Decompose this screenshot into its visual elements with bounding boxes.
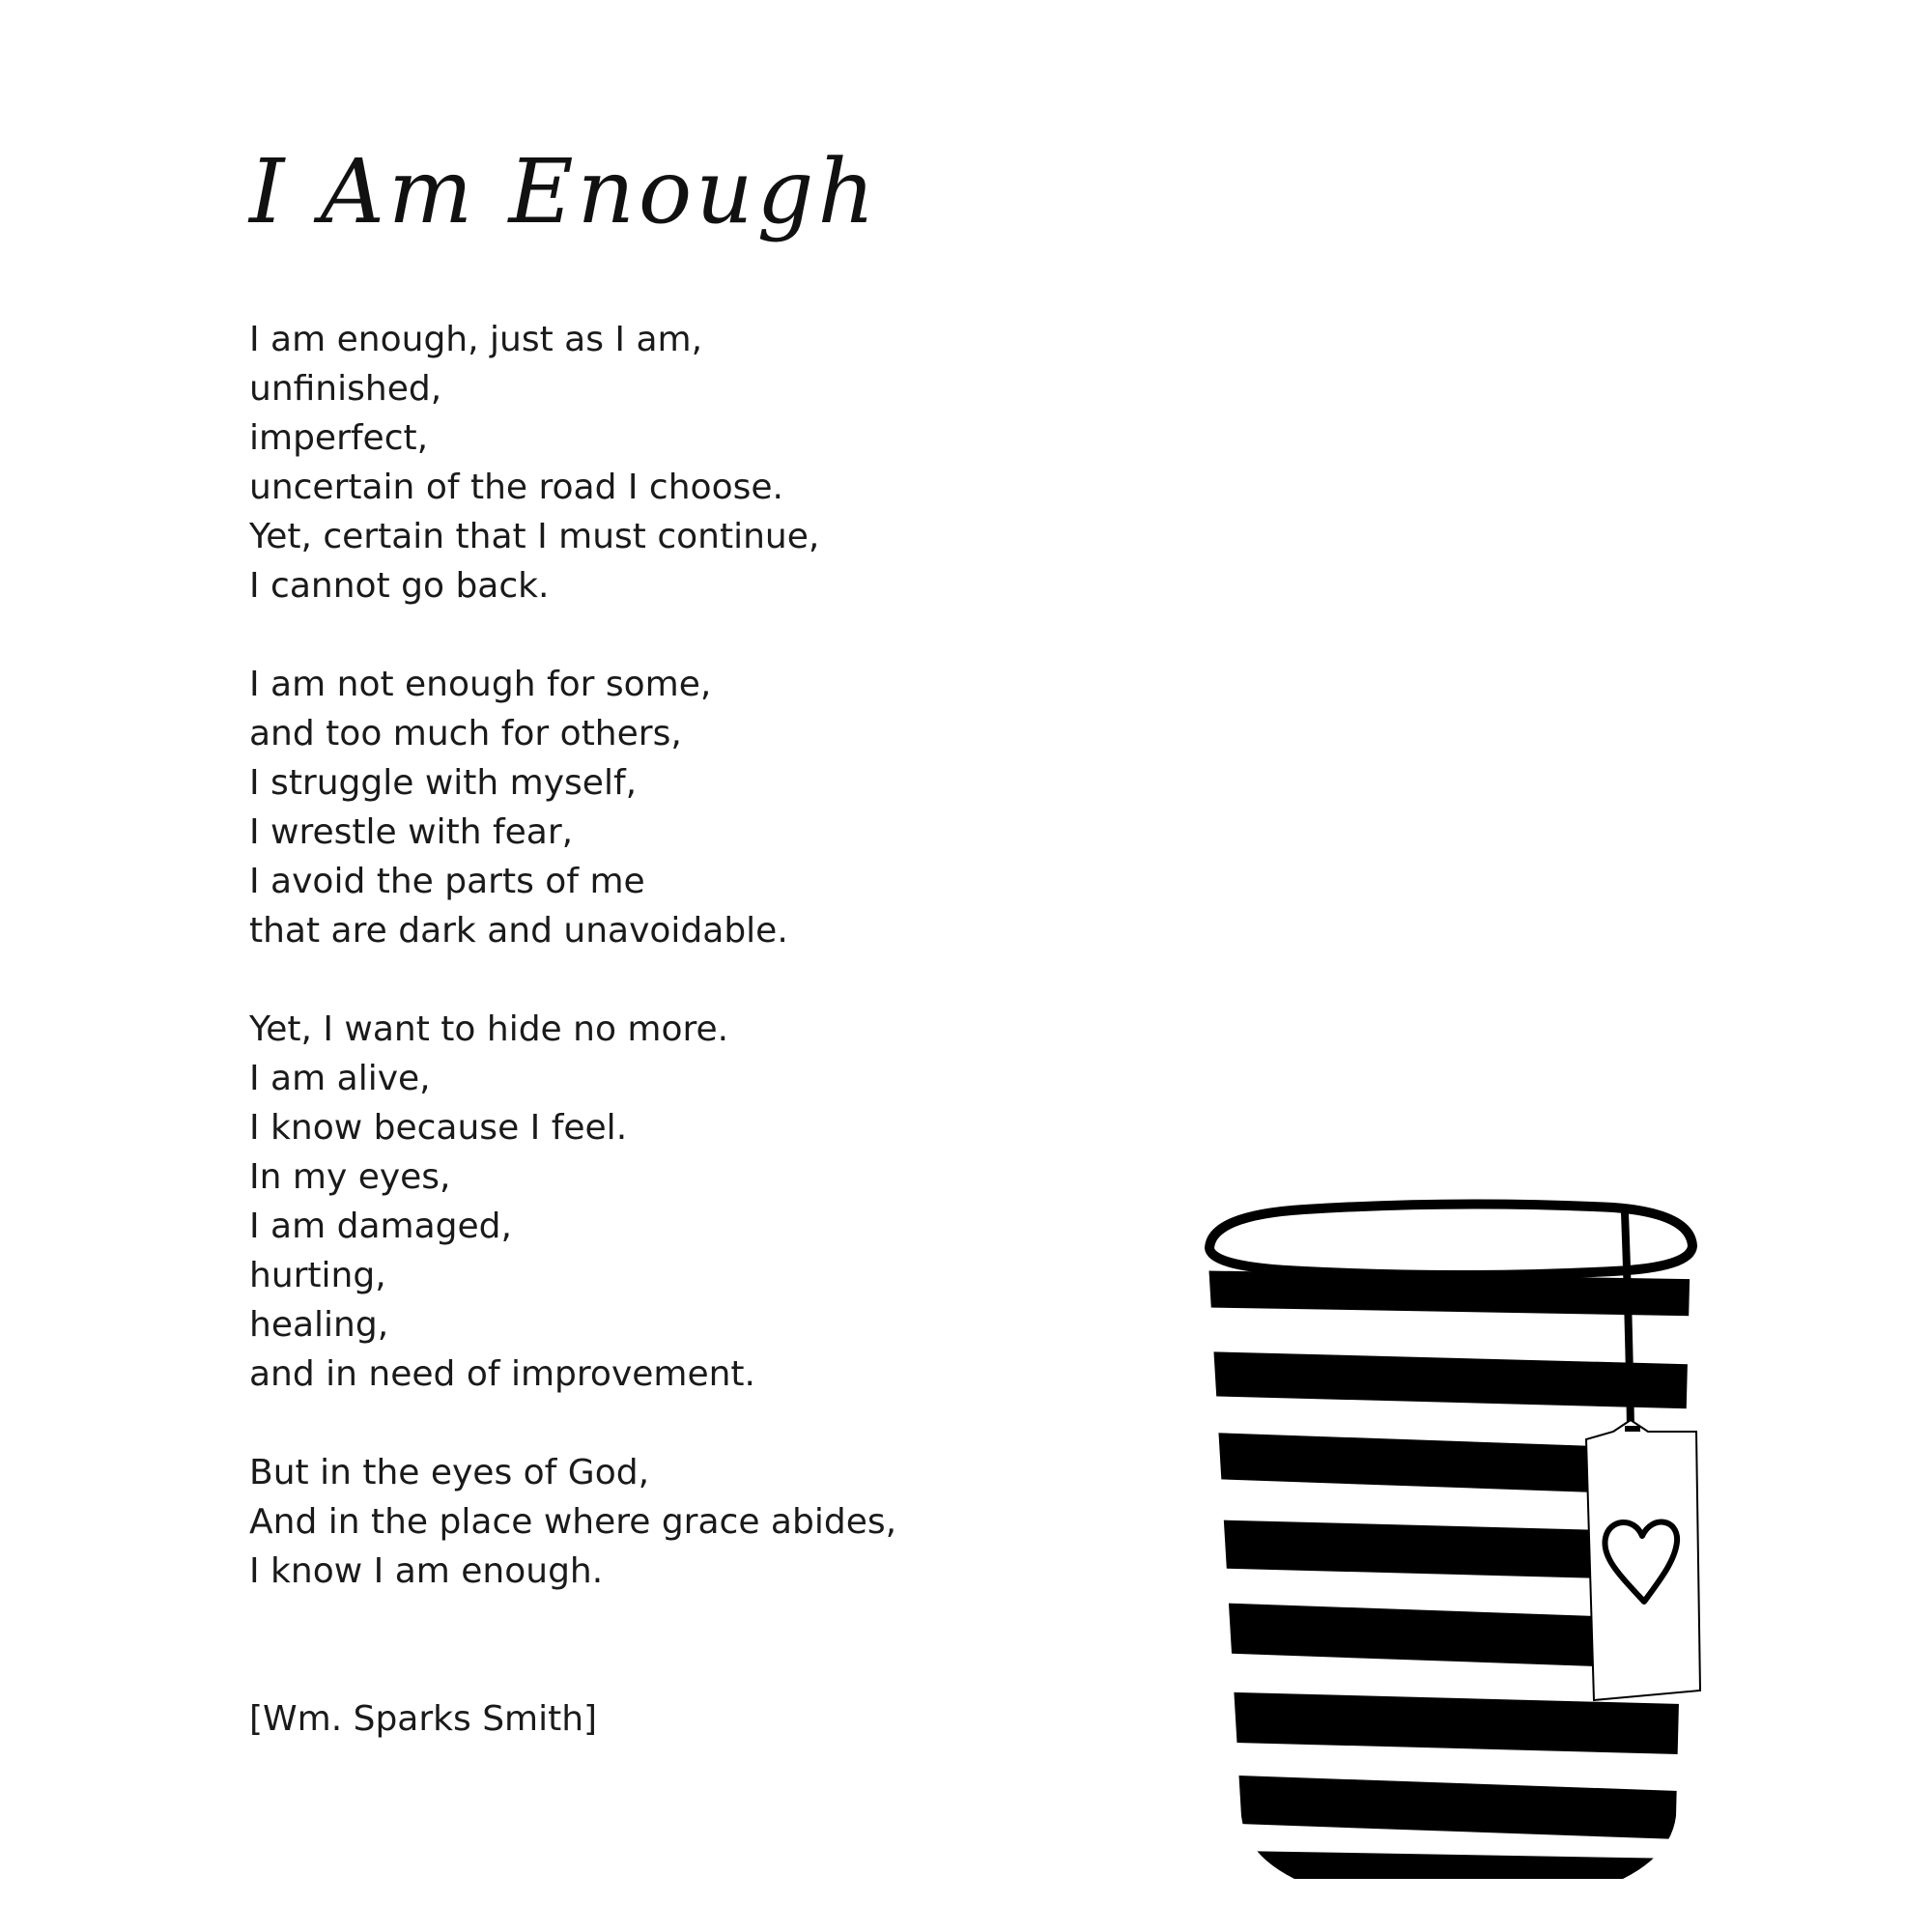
poem-line: I am not enough for some,	[249, 665, 712, 704]
poem-body	[249, 315, 1119, 1645]
poem-line: and in need of improvement.	[249, 1354, 755, 1394]
poem-line: I know because I feel.	[249, 1108, 628, 1148]
stanza	[249, 1448, 1119, 1596]
poem-line: I struggle with myself,	[249, 763, 638, 803]
poem-line: I am enough, just as I am,	[249, 320, 703, 359]
stanza	[249, 315, 1119, 611]
poem-line: I avoid the parts of me	[249, 862, 645, 901]
poem-line: I know I am enough.	[249, 1551, 604, 1591]
poem-line: that are dark and unavoidable.	[249, 911, 788, 951]
poem-line: In my eyes,	[249, 1157, 451, 1197]
poem-line: imperfect,	[249, 418, 429, 458]
poem-line: hurting,	[249, 1256, 386, 1295]
poem-line: And in the place where grace abides,	[249, 1502, 897, 1542]
poem-line: I am alive,	[249, 1059, 431, 1098]
poem-line: I cannot go back.	[249, 566, 550, 606]
poem-line: healing,	[249, 1305, 389, 1345]
author-credit: [Wm. Sparks Smith]	[249, 1699, 598, 1739]
poem-line: and too much for others,	[249, 714, 682, 753]
poem-line: But in the eyes of God,	[249, 1453, 650, 1492]
poem-line: uncertain of the road I choose.	[249, 468, 783, 507]
poem-line: Yet, certain that I must continue,	[249, 517, 820, 556]
poem-line: I wrestle with fear,	[249, 812, 574, 852]
stanza	[249, 660, 1119, 955]
striped-mug-illustration	[1188, 1179, 1729, 1913]
poem-line: I am damaged,	[249, 1207, 512, 1246]
tea-bag-tag	[1586, 1420, 1700, 1700]
poem-line: Yet, I want to hide no more.	[249, 1009, 729, 1049]
mug-rim	[1209, 1204, 1692, 1275]
stanza	[249, 1005, 1119, 1399]
poem-line: unfinished,	[249, 369, 442, 409]
mug-drawing	[1188, 1179, 1729, 1913]
poem-title: I Am Enough	[249, 140, 879, 243]
